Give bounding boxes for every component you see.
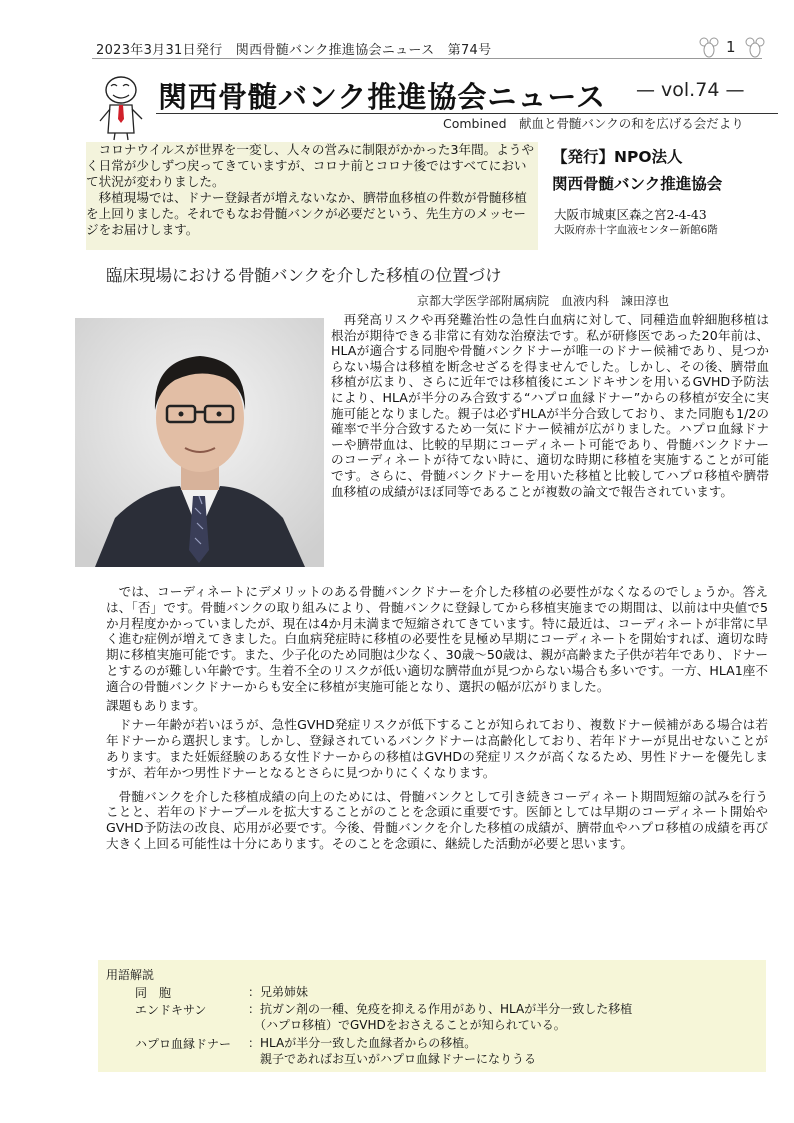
article-title: 臨床現場における骨髄バンクを介した移植の位置づけ [106, 266, 502, 285]
glossary-term: 同 胞 [135, 986, 172, 1000]
glossary-box [98, 960, 766, 1072]
intro-box [86, 142, 538, 250]
article-column-text [331, 312, 769, 499]
publisher-label: 【発行】NPO法人 [552, 148, 683, 166]
glossary-term: ハプロ血縁ドナー [135, 1037, 232, 1051]
glossary-definition: ：兄弟姉妹 [248, 985, 309, 999]
header-rule [92, 58, 762, 59]
newsletter-title: 関西骨髄バンク推進協会ニュース [158, 80, 606, 114]
article-paragraph-4: ドナー年齢が若いほうが、急性GVHD発症リスクが低下することが知られており、複数ドナー候補がある場合は若年ドナーから選択します。しかし、登録されているバンクドナーは高齢化しており、若年ドナーが見出せないことがあります。また妊娠経験のある女性ドナーからの移植はGVHDの発症リスクが高くなるため、男性ドナーを優先しますが、若年かつ男性ドナーとなるとさらに見つかりにくくなります。 [106, 717, 768, 780]
glossary-definition: ：HLAが半分一致した血縁者からの移植。 親子であればお互いがハプロ血縁ドナーになりうる [248, 1036, 537, 1066]
volume-label: — vol.74 — [636, 79, 745, 101]
article-paragraph-5: 骨髄バンクを介した移植成績の向上のためには、骨髄バンクとして引き続きコーディネート期間短縮の試みを行うことと、若年のドナープールを拡大することがのことを念頭に重要です。医師としては早期のコーディネート開始やGVHD予防法の改良、応用が必要です。今後、骨髄バンクを介した移植の成績が、臍帯血やハプロ移植の成績を再び大きく上回る可能性は十分にあります。そのことを念頭に、継続した活動が必要と思います。 [106, 788, 768, 851]
article-paragraph-1: 再発高リスクや再発難治性の急性白血病に対して、同種造血幹細胞移植は根治が期待できる非常に有効な治療法です。私が研修医であった20年前は、HLAが適合する同胞や骨髄バンクドナーが唯一のドナー候補であり、見つからない場合は移植を断念せざるを得ませんでした。しかし、その後、臍帯血移植が広まり、さらに近年では移植後にエンドキサンを用いるGVHD予防法により、HLAが半分のみ合致する“ハプロ血縁ドナー”からの移植が安全に実施可能となりました。親子は必ずHLAが半分合致しており、また同胞も1/2の確率で半分合致するため一気にドナー候補が広がりました。ハプロ血縁ドナーや臍帯血は、比較的早期にコーディネート可能であり、骨髄バンクドナーのコーディネートが待てない時に、適切な時期に移植を実施することが可能です。さらに、骨髄バンクドナーを用いた移植と比較してハプロ移植や臍帯血移植の成績がほぼ同等であることが複数の論文で報告されています。 [331, 312, 770, 499]
mascot-icon [97, 73, 147, 141]
intro-paragraph-1: コロナウイルスが世界を一変し、人々の営みに制限がかかった3年間。ようやく日常が少しずつ戻ってきていますが、コロナ前とコロナ後ではすべてにおいて状況が変わりました。 [86, 142, 535, 189]
glossary-definition: ：抗ガン剤の一種、免疫を抑える作用があり、HLAが半分一致した移植 （ハプロ移植）でGVHDをおさえることが知られている。 [248, 1002, 633, 1032]
article-paragraph-2: では、コーディネートにデメリットのある骨髄バンクドナーを介した移植の必要性がなくなるのでしょうか。答えは、「否」です。骨髄バンクの取り組みにより、骨髄バンクに登録してから移植実施までの期間は、以前は中央値で5か月程度かかっていましたが、現在は4か月未満まで短縮されてきています。特に最近は、コーディネートが非常に早く進む症例が増えてきました。白血病発症時に移植の必要性を見極め早期にコーディネートを開始すれば、適切な時期に移植実施可能です。また、少子化のため同胞は少なく、30歳～50歳は、親が高齢また子供が若年であり、ドナーとするのが難しい年齢です。生着不全のリスクが低い適切な臍帯血が見つからない場合も多いです。一方、HLA1座不適合の骨髄バンクドナーからも安全に移植が実施可能となり、選択の幅が広がりました。 [106, 584, 768, 694]
header-dateline: 2023年3月31日発行 関西骨髄バンク推進協会ニュース 第74号 [96, 43, 492, 58]
publisher-address: 大阪市城東区森之宮2-4-43 [554, 207, 707, 222]
article-author: 京都大学医学部附属病院 血液内科 諫田淳也 [417, 294, 670, 308]
page-number: 1 [726, 38, 736, 56]
page-badge [698, 34, 766, 62]
glossary-term: エンドキサン [135, 1003, 207, 1017]
author-photo [75, 318, 324, 567]
publisher-building: 大阪府赤十字血液センター新館6階 [554, 224, 718, 236]
article-paragraph-3: 課題もあります。 [106, 697, 206, 713]
glossary-heading: 用語解説 [106, 968, 155, 982]
newsletter-subtitle: Combined 献血と骨髄バンクの和を広げる会だより [443, 116, 744, 131]
intro-paragraph-2: 移植現場では、ドナー登録者が増えないなか、臍帯血移植の件数が骨髄移植を上回りました。それでもなお骨髄バンクが必要だという、先生方のメッセージをお届けします。 [86, 190, 527, 237]
article-body [106, 584, 768, 852]
publisher-name: 関西骨髄バンク推進協会 [552, 175, 723, 193]
